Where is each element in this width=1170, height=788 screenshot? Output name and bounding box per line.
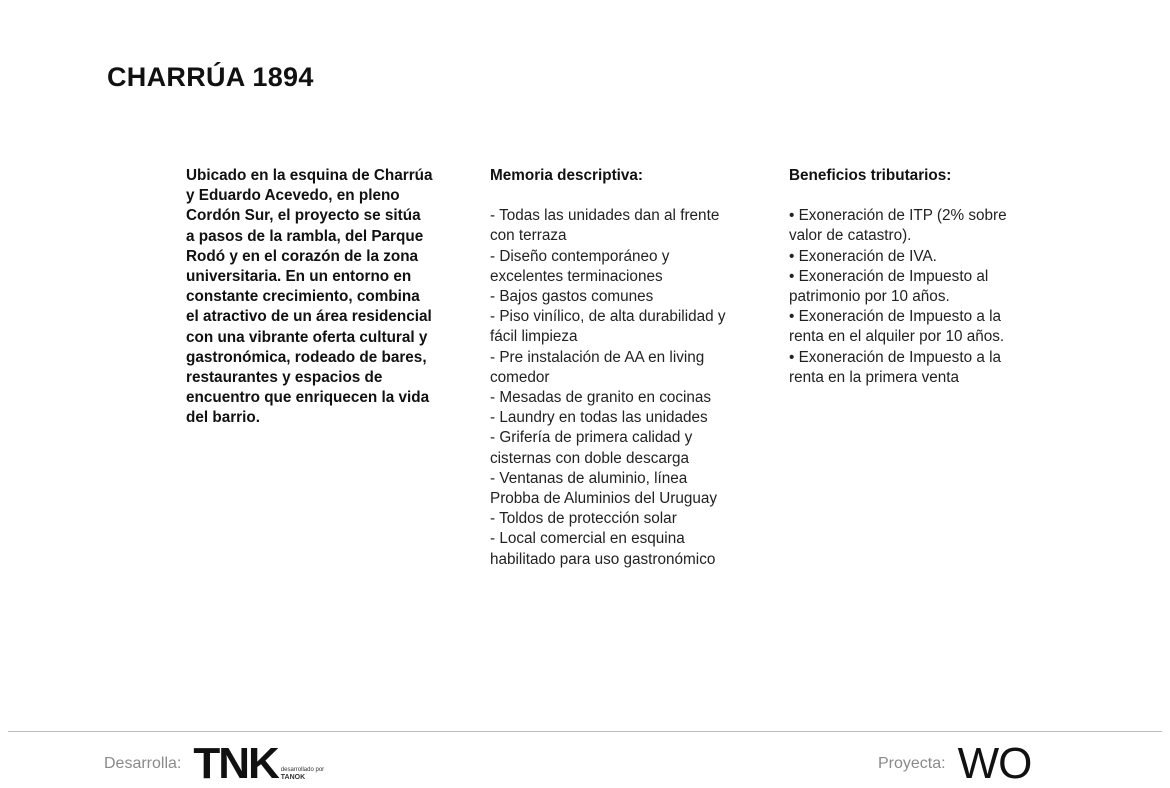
memoria-line: - Toldos de protección solar bbox=[490, 510, 677, 528]
memoria-line: - Piso vinílico, de alta durabilidad y bbox=[490, 308, 726, 326]
memoria-line: excelentes terminaciones bbox=[490, 267, 663, 285]
memoria-line: - Mesadas de granito en cocinas bbox=[490, 389, 712, 407]
intro-line: Rodó y en el corazón de la zona bbox=[186, 247, 419, 265]
wo-logo: WO bbox=[957, 738, 1032, 788]
beneficios-line: • Exoneración de Impuesto a la bbox=[789, 308, 1001, 326]
memoria-line: - Grifería de primera calidad y bbox=[490, 429, 693, 447]
memoria-line: - Todas las unidades dan al frente bbox=[490, 207, 720, 225]
intro-line: encuentro que enriquecen la vida bbox=[186, 389, 430, 407]
intro-line: restaurantes y espacios de bbox=[186, 369, 383, 387]
memoria-line: - Pre instalación de AA en living bbox=[490, 348, 705, 366]
tnk-logo-small-text bbox=[281, 767, 324, 781]
intro-line: gastronómica, rodeado de bares, bbox=[186, 348, 427, 366]
intro-line: Ubicado en la esquina de Charrúa bbox=[186, 167, 433, 184]
memoria-line: - Ventanas de aluminio, línea bbox=[490, 469, 688, 487]
memoria-line: Probba de Aluminios del Uruguay bbox=[490, 490, 718, 508]
memoria-line: comedor bbox=[490, 368, 550, 386]
memoria-heading: Memoria descriptiva: bbox=[490, 167, 644, 184]
memoria-line: habilitado para uso gastronómico bbox=[490, 550, 716, 568]
intro-line: con una vibrante oferta cultural y bbox=[186, 328, 428, 346]
beneficios-line: renta en el alquiler por 10 años. bbox=[789, 328, 1005, 346]
developer-credit bbox=[104, 738, 325, 788]
memoria-line: - Local comercial en esquina bbox=[490, 530, 685, 548]
intro-column bbox=[186, 166, 471, 429]
intro-line: universitaria. En un entorno en bbox=[186, 268, 412, 286]
memoria-line: - Diseño contemporáneo y bbox=[490, 247, 670, 265]
proyecta-label: Proyecta: bbox=[878, 754, 946, 772]
intro-line: Cordón Sur, el proyecto se sitúa bbox=[186, 207, 421, 225]
memoria-column bbox=[490, 166, 780, 570]
memoria-line: con terraza bbox=[490, 227, 567, 245]
page-title: CHARRÚA 1894 bbox=[107, 62, 314, 92]
memoria-line: fácil limpieza bbox=[490, 328, 578, 346]
architect-credit bbox=[878, 738, 1032, 788]
beneficios-line: • Exoneración de ITP (2% sobre bbox=[789, 207, 1007, 225]
intro-line: y Eduardo Acevedo, en pleno bbox=[186, 187, 400, 205]
beneficios-line: patrimonio por 10 años. bbox=[789, 288, 950, 306]
beneficios-line: • Exoneración de Impuesto a la bbox=[789, 348, 1001, 366]
intro-line: constante crecimiento, combina bbox=[186, 288, 420, 306]
memoria-line: - Laundry en todas las unidades bbox=[490, 409, 708, 427]
memoria-line: cisternas con doble descarga bbox=[490, 449, 689, 467]
beneficios-line: • Exoneración de IVA. bbox=[789, 247, 937, 265]
beneficios-line: • Exoneración de Impuesto al bbox=[789, 267, 989, 285]
tnk-logo bbox=[193, 738, 325, 788]
intro-line: el atractivo de un área residencial bbox=[186, 308, 432, 326]
tnk-small-top: desarrollado por bbox=[280, 766, 325, 773]
beneficios-column bbox=[789, 166, 1059, 388]
beneficios-line: renta en la primera venta bbox=[789, 368, 960, 386]
tnk-logo-mark: TNK bbox=[193, 738, 278, 788]
intro-line: a pasos de la rambla, del Parque bbox=[186, 227, 424, 245]
intro-line: del barrio. bbox=[186, 409, 260, 427]
tnk-small-bottom: TANOK bbox=[280, 773, 306, 781]
footer-divider bbox=[8, 731, 1162, 732]
memoria-line: - Bajos gastos comunes bbox=[490, 288, 654, 306]
beneficios-line: valor de catastro). bbox=[789, 227, 912, 245]
beneficios-heading: Beneficios tributarios: bbox=[789, 167, 952, 184]
desarrolla-label: Desarrolla: bbox=[104, 754, 182, 772]
